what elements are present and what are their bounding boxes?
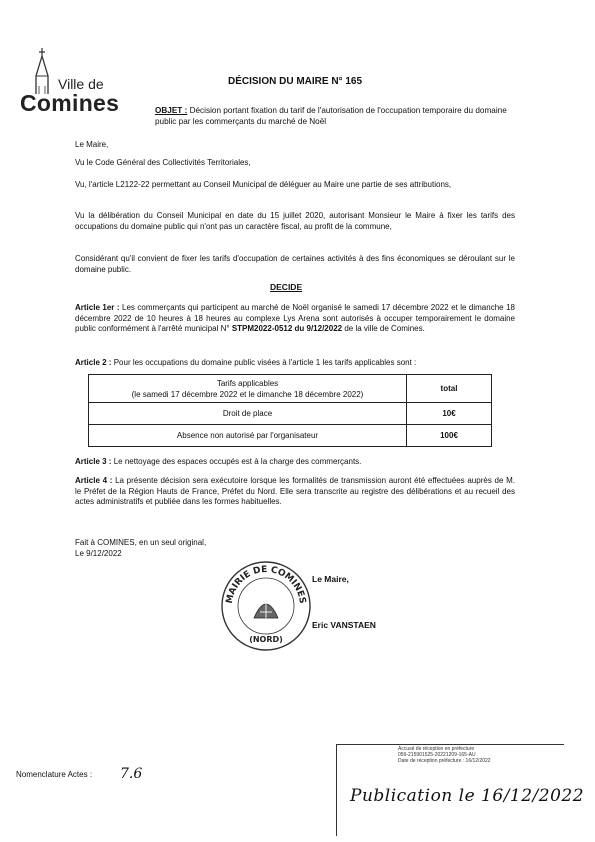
table-row (89, 403, 492, 425)
logo-ville-de: Ville de (58, 76, 104, 92)
article-2 (75, 358, 515, 369)
nomenclature-value: 7.6 (120, 766, 143, 782)
objet-text: Décision portant fixation du tarif de l'autorisation de l'occupation temporaire du domaine public par les commerçants du marché de Noël (155, 106, 507, 126)
table-row (89, 425, 492, 447)
article-1-text: Les commerçants qui participent au marché de Noël organisé le samedi 17 décembre 2022 et le dimanche 18 décembre 2022 de 10 heures à 18 heures au complexe Lys Arena sont autorisés à occuper temporairement le domaine public conformément à l'arrêté municipal N° (75, 303, 515, 333)
article-3-label: Article 3 : (75, 457, 112, 466)
article-3-text: Le nettoyage des espaces occupés est à la charge des commerçants. (113, 457, 362, 466)
stamp-line-1: Accusé de réception en préfecture (398, 746, 475, 752)
stamp-line-2: 059-215901525-20221209-165-AU (398, 752, 476, 758)
table-header-sub: (le samedi 17 décembre 2022 et le dimanche 18 décembre 2022) (131, 389, 364, 399)
article-1 (75, 303, 515, 335)
table-row-value: 100€ (407, 425, 492, 447)
le-maire-intro: Le Maire, (75, 140, 109, 149)
signoff-block (75, 538, 206, 559)
decide-heading: DECIDE (270, 282, 303, 292)
seal-sub: (NORD) (249, 635, 283, 644)
seal-text: MAIRIE DE COMINES (224, 564, 308, 605)
table-row-label: Absence non autorisé par l'organisateur (89, 425, 407, 447)
vu-cgct: Vu le Code Général des Collectivités Territoriales, (75, 158, 251, 167)
article-2-label: Article 2 : (75, 358, 112, 367)
signoff-date: Le 9/12/2022 (75, 548, 122, 558)
article-1-label: Article 1er : (75, 303, 120, 312)
article-4-label: Article 4 : (75, 476, 113, 485)
signature-name: Eric VANSTAEN (312, 620, 376, 630)
table-header-cell (89, 375, 407, 403)
article-1-ref: STPM2022-0512 du 9/12/2022 (231, 324, 343, 333)
mairie-seal (220, 560, 312, 657)
article-1-text-end: de la ville de Comines. (344, 324, 425, 333)
logo-comines: Comines (20, 90, 120, 116)
decision-title: DÉCISION DU MAIRE N° 165 (228, 76, 363, 87)
seal-emblem-icon (254, 600, 278, 618)
table-header-row (89, 375, 492, 403)
reception-stamp (398, 746, 491, 764)
article-4 (75, 476, 515, 508)
vu-article: Vu, l'article L2122-22 permettant au Conseil Municipal de déléguer au Maire une partie de ses attributions, (75, 180, 452, 189)
table-header-total: total (407, 375, 492, 403)
publication-date-handwritten: Publication le 16/12/2022 (350, 786, 585, 806)
fait-a: Fait à COMINES, en un seul original, (75, 538, 207, 547)
nomenclature-label: Nomenclature Actes : (16, 770, 93, 779)
article-2-text: Pour les occupations du domaine public visées à l'article 1 les tarifs applicables sont : (113, 358, 417, 367)
signature-le-maire: Le Maire, (312, 574, 349, 584)
table-row-value: 10€ (407, 403, 492, 425)
stamp-line-3: Date de réception préfecture : 16/12/2022 (398, 758, 491, 764)
objet-label: OBJET : (155, 106, 188, 115)
article-4-text: La présente décision sera exécutoire lorsque les formalités de transmission auront été effectuées auprès de M. le Préfet de la Région Hauts de France, Préfet du Nord. Elle sera transcrite au registre des délibérations et au recueil des actes administratifs et publiée dans les formes habituelles. (75, 476, 515, 506)
vu-deliberation: Vu la délibération du Conseil Municipal en date du 15 juillet 2020, autorisant Monsieur le Maire à fixer les tarifs des occupations du domaine public qui n'ont pas un caractère fiscal, au profit de la commune, (75, 211, 515, 231)
table-row-label: Droit de place (89, 403, 407, 425)
objet-block (155, 106, 515, 127)
considerant: Considérant qu'il convient de fixer les tarifs d'occupation de certaines activités à des fins économiques se déroulant sur le domaine public. (75, 254, 515, 274)
table-header-label: Tarifs applicables (216, 378, 279, 388)
tarifs-table (88, 374, 492, 447)
article-3 (75, 457, 515, 468)
